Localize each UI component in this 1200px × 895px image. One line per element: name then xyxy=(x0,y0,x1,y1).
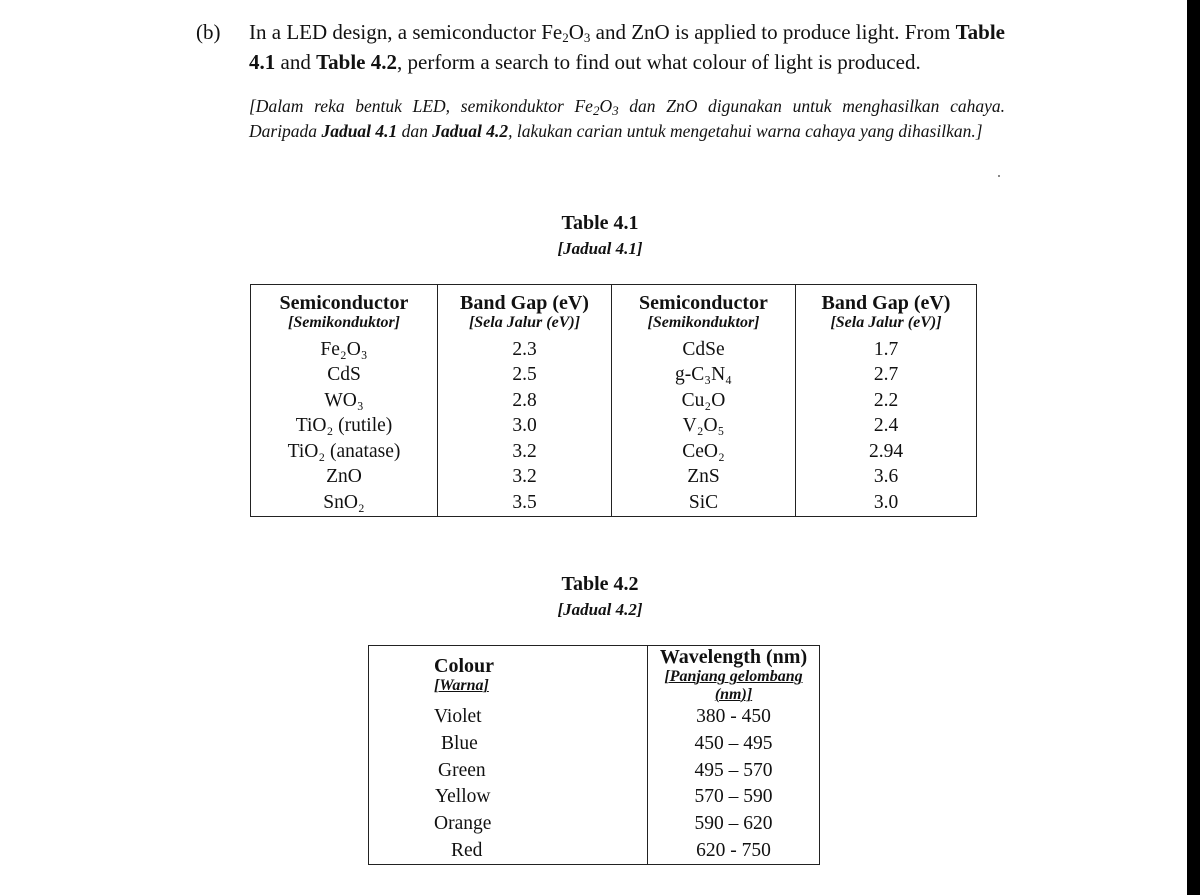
table-cell: 2.3 xyxy=(438,337,612,363)
stray-mark xyxy=(998,175,1000,177)
table1-header-row xyxy=(251,285,977,338)
table-row xyxy=(369,704,820,731)
scrollbar[interactable] xyxy=(1187,0,1200,895)
table-cell: Yellow xyxy=(369,784,648,811)
table-row xyxy=(251,439,977,465)
table2-header: Wavelength (nm) [Panjang gelombang (nm)] xyxy=(648,646,820,705)
table-cell: 2.94 xyxy=(796,439,977,465)
table-cell: CdS xyxy=(251,363,438,389)
table2-header-row xyxy=(369,646,820,705)
table1-header: Semiconductor [Semikonduktor] xyxy=(251,285,438,338)
table-cell: Cu₂O xyxy=(612,388,796,414)
table-cell: 2.2 xyxy=(796,388,977,414)
table-row xyxy=(251,388,977,414)
table-cell: Violet xyxy=(369,704,648,731)
table-cell: CdSe xyxy=(612,337,796,363)
table-cell: 3.2 xyxy=(438,465,612,491)
table-row xyxy=(369,837,820,864)
table-cell: 3.0 xyxy=(796,490,977,516)
table-cell: 3.0 xyxy=(438,414,612,440)
table1-caption: Table 4.1 xyxy=(561,212,639,234)
table-cell: 620 - 750 xyxy=(648,837,820,864)
table-cell: SnO₂ xyxy=(251,490,438,516)
table-cell: WO₃ xyxy=(251,388,438,414)
table-cell: Green xyxy=(369,757,648,784)
table-cell: g-C₃N₄ xyxy=(612,363,796,389)
table-cell: ZnS xyxy=(612,465,796,491)
question-label: (b) xyxy=(196,20,221,44)
table2-caption: Table 4.2 xyxy=(561,573,639,595)
table-row xyxy=(369,811,820,838)
table-row xyxy=(369,757,820,784)
table1-caption-malay: [Jadual 4.1] xyxy=(557,239,643,258)
table-cell: 2.5 xyxy=(438,363,612,389)
table-cell: 2.8 xyxy=(438,388,612,414)
table-row xyxy=(251,337,977,363)
table-cell: TiO₂ (rutile) xyxy=(251,414,438,440)
table-cell: Fe₂O₃ xyxy=(251,337,438,363)
question-english: In a LED design, a semiconductor $Fe_2O_3$ and ZnO is applied to produce light. From Table 4.1 and Table 4.2, perform a search to find out what colour of light is produced. xyxy=(249,20,1005,74)
table-cell: SiC xyxy=(612,490,796,516)
table-cell: 2.4 xyxy=(796,414,977,440)
table1-header: Band Gap (eV) [Sela Jalur (eV)] xyxy=(796,285,977,338)
table-cell: 495 – 570 xyxy=(648,757,820,784)
table-cell: Red xyxy=(369,837,648,864)
table-row xyxy=(251,363,977,389)
semiconductor-band-gap-table xyxy=(250,284,977,517)
table-row xyxy=(369,784,820,811)
table-cell: CeO₂ xyxy=(612,439,796,465)
table-cell: ZnO xyxy=(251,465,438,491)
table-cell: 2.7 xyxy=(796,363,977,389)
table1-header: Semiconductor [Semikonduktor] xyxy=(612,285,796,338)
table-cell: 590 – 620 xyxy=(648,811,820,838)
table-cell: V₂O₅ xyxy=(612,414,796,440)
table-cell: Blue xyxy=(369,731,648,758)
table-row xyxy=(369,731,820,758)
table-cell: 1.7 xyxy=(796,337,977,363)
table-cell: 3.6 xyxy=(796,465,977,491)
table-cell: 380 - 450 xyxy=(648,704,820,731)
table-cell: 570 – 590 xyxy=(648,784,820,811)
table-cell: 3.2 xyxy=(438,439,612,465)
table-cell: TiO₂ (anatase) xyxy=(251,439,438,465)
table2-caption-malay: [Jadual 4.2] xyxy=(557,600,643,619)
table1-header: Band Gap (eV) [Sela Jalur (eV)] xyxy=(438,285,612,338)
table-cell: 450 – 495 xyxy=(648,731,820,758)
colour-wavelength-table xyxy=(368,645,820,865)
table-row xyxy=(251,490,977,516)
table-row xyxy=(251,465,977,491)
table-row xyxy=(251,414,977,440)
table2-header: Colour [Warna] xyxy=(369,646,648,705)
table-cell: 3.5 xyxy=(438,490,612,516)
table-cell: Orange xyxy=(369,811,648,838)
question-malay: [Dalam reka bentuk LED, semikonduktor $Fe_2O_3$ dan ZnO digunakan untuk menghasilkan cahaya. Daripada Jadual 4.1 dan Jadual 4.2, lakukan carian untuk mengetahui warna cahaya yang dihasilkan.] xyxy=(249,96,1006,141)
